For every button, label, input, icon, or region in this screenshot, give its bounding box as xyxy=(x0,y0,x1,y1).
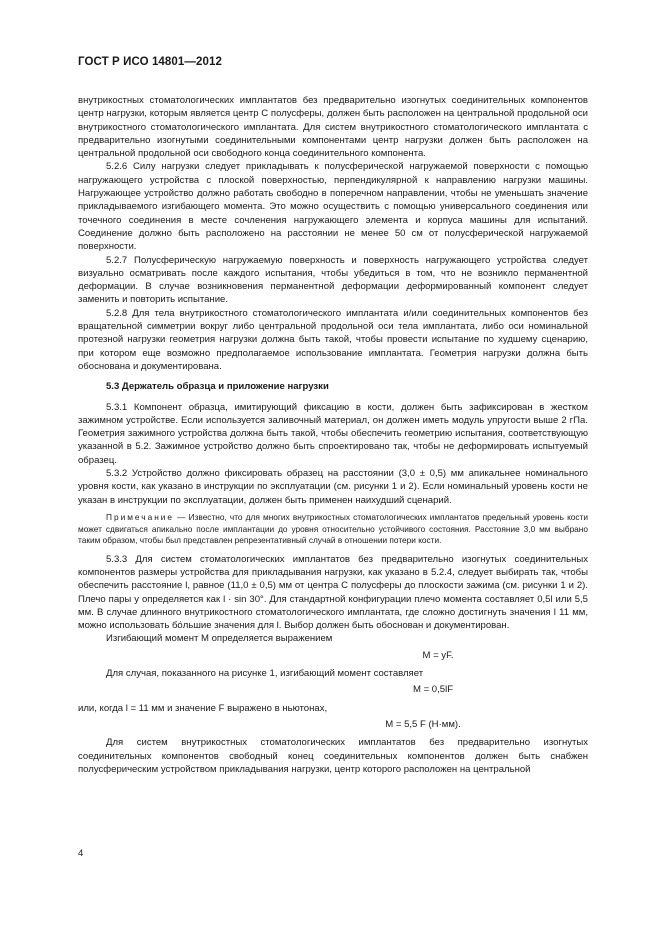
paragraph-5-2-6: 5.2.6 Силу нагрузки следует прикладывать к полусферической нагружаемой поверхности с помощью нагружающего устройства с плоской поверхностью, перпендикулярной к направлению нагрузки машины. Нагружающее устройство должно работать свободно в поперечном направлении, чтобы не уменьшать значение прикладываемого изгибающего момента. Это можно осуществить с помощью универсального соединения или точечного соединения в месте сочленения нагружающего элемента и корпуса машины для испытаний. Соединение должно быть расположено на расстоянии не менее 50 см от полусферической нагружаемой поверхности. xyxy=(78,161,588,253)
paragraph-last: Для систем внутрикостных стоматологических имплантатов без предварительно изогнутых соединительных компонентов свободный конец соединительных компонентов должен быть снабжен полусферическим устройством прикладывания нагрузки, центр которого расположен на центральной xyxy=(78,737,588,775)
formula-case: M = 0,5lF xyxy=(412,684,454,696)
section-heading-5-3: 5.3 Держатель образца и приложение нагрузки xyxy=(106,381,329,393)
note xyxy=(78,512,588,547)
note-label: Примечание xyxy=(106,511,175,522)
formula-moment: M = yF. xyxy=(422,649,454,661)
document-header: ГОСТ Р ИСО 14801—2012 xyxy=(78,56,223,68)
paragraph-moment-intro: Изгибающий момент M определяется выражением xyxy=(106,633,333,645)
paragraph-5-3-1: 5.3.1 Компонент образца, имитирующий фиксацию в кости, должен быть зафиксирован в жестком зажимном устройстве. Если используется заливочный материал, он должен иметь модуль упругости выше 2 гПа. Геометрия зажимного устройства должна быть такой, чтобы обеспечить геометрию испытания, соответствующую указанной в 5.2. Зажимное устройство должно быть спроектировано так, чтобы не деформировать испытуемый образец. xyxy=(78,401,588,466)
paragraph-continuation: внутрикостных стоматологических имплантатов без предварительно изогнутых соединительных компонентов центр нагрузки, которым является центр C полусферы, должен быть расположен на центральной продольной оси внутрикостного стоматологического имплантата. Для систем внутрикостного стоматологического имплантата с предварительно изогнутыми соединительными компонентами центр нагрузки должен быть расположен на центральной продольной оси свободного конца соединительного компонента. xyxy=(78,95,588,160)
note-text: — Известно, что для многих внутрикостных стоматологических имплантатов предельный уровень кости может сдвигаться апикально после имплантации до уровня относительно устойчивого состояния. Расстояние 3,0 мм выбрано таким образом, чтобы был представлен репрезентативный случай в отношении потери кости. xyxy=(78,511,588,546)
paragraph-or: или, когда l = 11 мм и значение F выражено в ньютонах, xyxy=(78,702,328,714)
paragraph-5-3-3: 5.3.3 Для систем стоматологических имплантатов без предварительно изогнутых соединительных компонентов размеры устройства для прикладывания нагрузки, как указано в 5.2.4, следует выбирать так, чтобы обеспечить расстояние l, равное (11,0 ± 0,5) мм от центра C полусферы до плоскости зажима (см. рисунки 1 и 2). Плечо пары y определяется как l · sin 30°. Для стандартной конфигурации плечо момента составляет 0,5l или 5,5 мм. В случае длинного внутрикостного стоматологического имплантата, где сложно достигнуть значения l 11 мм, можно использовать бо́льшие значения для l. Выбор должен быть обоснован и документирован. xyxy=(78,553,588,632)
document-body xyxy=(78,94,588,776)
formula-newton: M = 5,5 F (Н·мм). xyxy=(385,718,461,730)
paragraph-5-3-2: 5.3.2 Устройство должно фиксировать образец на расстоянии (3,0 ± 0,5) мм апикальнее номинального уровня кости, как указано в инструкции по эксплуатации (см. рисунки 1 и 2). Если номинальный уровень кости не указан в инструкции по эксплуатации, должен быть применен наихудший сценарий. xyxy=(78,468,588,506)
paragraph-5-2-7: 5.2.7 Полусферическую нагружаемую поверхность и поверхность нагружающего устройства следует визуально осматривать после каждого испытания, чтобы убедиться в том, что не возникло перманентной деформации. В случае возникновения перманентной деформации деформированный компонент следует заменить и повторить испытание. xyxy=(78,254,588,306)
paragraph-5-2-8: 5.2.8 Для тела внутрикостного стоматологического имплантата и/или соединительных компонентов без вращательной симметрии вокруг либо центральной продольной оси тела имплантата, либо оси номинальной протезной нагрузки геометрия нагрузки должна быть такой, чтобы провести испытание по худшему сценарию, при котором еще возможно предполагаемое использование имплантата. Геометрия нагрузки должна быть обоснована и документирована. xyxy=(78,307,588,372)
page-number: 4 xyxy=(78,848,84,859)
paragraph-case: Для случая, показанного на рисунке 1, изгибающий момент составляет xyxy=(106,668,424,680)
